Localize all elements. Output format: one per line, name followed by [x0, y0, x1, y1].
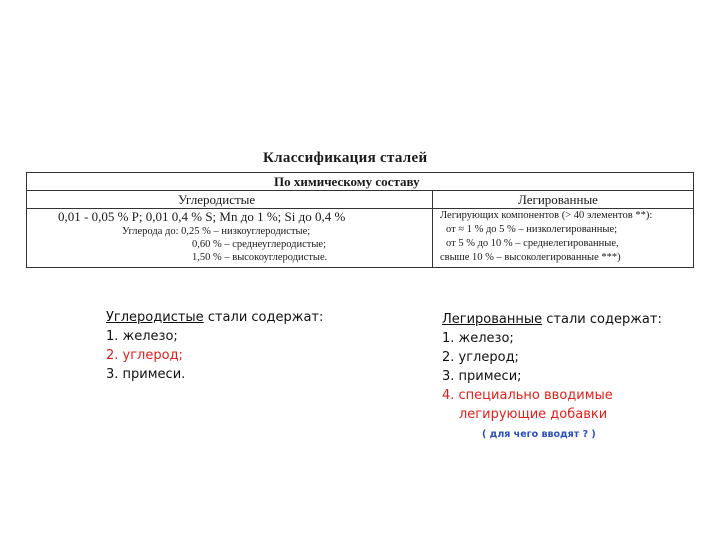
table-right-border	[693, 172, 694, 268]
carbon-grade-line: Углерода до: 0,25 % – низкоуглеродистые;	[122, 226, 311, 237]
table-top-border	[26, 172, 694, 173]
question-note: ( для чего вводят ? )	[482, 429, 596, 440]
carbon-item: 3. примеси.	[106, 367, 186, 382]
carbon-steel-block	[106, 308, 323, 384]
carbon-grade-line: 1,50 % – высокоуглеродистые.	[192, 252, 328, 263]
alloy-line: от ≈ 1 % до 5 % – низколегированные;	[446, 224, 618, 235]
column-header-alloy: Легированные	[518, 192, 598, 207]
carbon-grade-line: 0,60 % – среднеуглеродистые;	[192, 239, 327, 250]
alloy-line: Легирующих компонентов (> 40 элементов **):	[440, 210, 653, 221]
alloy-item-highlighted-cont: легирующие добавки	[459, 407, 608, 422]
carbon-item-highlighted: 2. углерод;	[106, 348, 183, 363]
table-bottom-border	[26, 267, 694, 268]
alloy-heading	[442, 310, 662, 329]
table-left-border	[26, 172, 27, 268]
alloy-heading-rest: стали содержат:	[542, 312, 662, 327]
alloy-steel-block	[442, 310, 662, 444]
table-divider	[26, 190, 694, 191]
alloy-item: 3. примеси;	[442, 369, 522, 384]
alloy-line: свыше 10 % – высоколегированные ***)	[440, 252, 621, 263]
alloy-item: 2. углерод;	[442, 350, 519, 365]
column-header-carbon: Углеродистые	[178, 192, 256, 207]
table-subheader: По химическому составу	[274, 174, 420, 189]
carbon-term: Углеродистые	[106, 310, 204, 325]
table-title: Классификация сталей	[263, 150, 428, 166]
alloy-item: 1. железо;	[442, 331, 514, 346]
carbon-heading-rest: стали содержат:	[203, 310, 324, 325]
alloy-term: Легированные	[442, 312, 543, 327]
carbon-item: 1. железо;	[106, 329, 178, 344]
alloy-item-highlighted: 4. специально вводимые	[442, 388, 613, 403]
alloy-line: от 5 % до 10 % – среднелегированные,	[446, 238, 619, 249]
table-column-divider	[432, 190, 433, 268]
classification-table	[26, 150, 694, 268]
carbon-heading	[106, 308, 323, 327]
carbon-impurities: 0,01 - 0,05 % P; 0,01 0,4 % S; Mn до 1 %; Si до 0,4 %	[58, 209, 346, 224]
